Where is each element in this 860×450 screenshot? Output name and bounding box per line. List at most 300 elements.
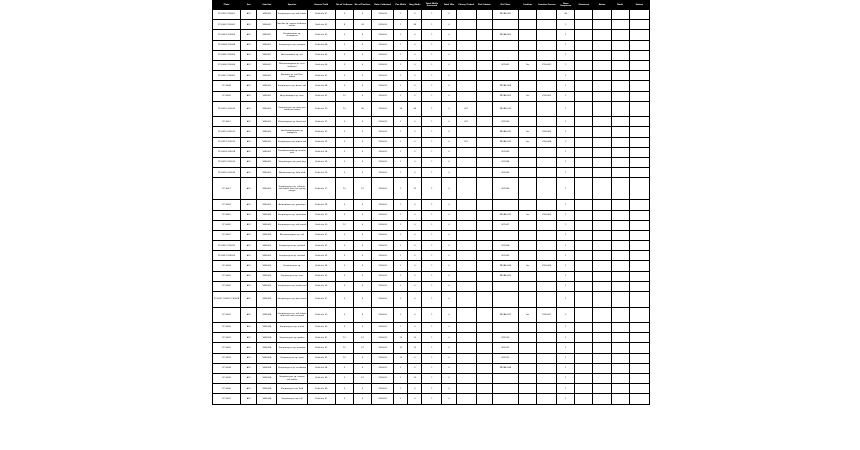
table-cell[interactable]	[537, 373, 557, 383]
table-cell[interactable]: 3	[335, 261, 353, 271]
table-cell[interactable]	[611, 137, 629, 147]
table-cell[interactable]: Streptomyces sp. hill	[277, 394, 307, 404]
table-cell[interactable]	[537, 30, 557, 40]
table-cell[interactable]	[629, 394, 649, 404]
table-cell[interactable]: 2014-03	[372, 81, 394, 91]
column-header[interactable]: Hit Plate	[492, 1, 518, 10]
table-cell[interactable]: PC-0022 C00022	[213, 241, 241, 251]
table-cell[interactable]	[476, 117, 492, 127]
table-cell[interactable]: Streptomyces sp. soil isolate collected near riverbank	[277, 307, 307, 323]
table-cell[interactable]: 1	[422, 281, 442, 291]
table-cell[interactable]: IC50-006	[537, 261, 557, 271]
table-cell[interactable]	[575, 157, 593, 167]
table-cell[interactable]	[537, 157, 557, 167]
table-cell[interactable]: 0	[353, 30, 371, 40]
table-cell[interactable]: PROBE-012	[492, 127, 518, 137]
table-cell[interactable]: Field site 07	[307, 71, 335, 81]
table-cell[interactable]	[537, 353, 557, 363]
table-cell[interactable]: 1	[422, 117, 442, 127]
table-cell[interactable]	[629, 261, 649, 271]
table-cell[interactable]: 1	[422, 127, 442, 137]
table-cell[interactable]: 3	[335, 137, 353, 147]
table-cell[interactable]: 12	[394, 343, 408, 353]
table-cell[interactable]	[593, 200, 611, 210]
table-cell[interactable]: SUB-002	[257, 117, 277, 127]
table-cell[interactable]	[611, 71, 629, 81]
table-cell[interactable]	[629, 101, 649, 117]
table-cell[interactable]: HIT-011	[492, 343, 518, 353]
table-cell[interactable]: 1	[394, 40, 408, 50]
table-cell[interactable]	[611, 157, 629, 167]
table-cell[interactable]: 1	[394, 292, 408, 308]
table-cell[interactable]: 1	[557, 261, 575, 271]
table-cell[interactable]: PC-0023 C00023	[213, 251, 241, 261]
table-cell[interactable]: 1	[557, 127, 575, 137]
table-cell[interactable]: 0	[408, 220, 422, 230]
table-cell[interactable]: Streptomyces sp. river	[277, 271, 307, 281]
table-cell[interactable]: Field site 09	[307, 91, 335, 101]
table-cell[interactable]: SUB-004	[257, 323, 277, 333]
table-cell[interactable]: 2014-03	[372, 20, 394, 30]
table-cell[interactable]	[476, 220, 492, 230]
table-cell[interactable]: Streptomyces sp. coast	[277, 353, 307, 363]
table-cell[interactable]	[456, 20, 476, 30]
table-cell[interactable]	[593, 353, 611, 363]
table-cell[interactable]	[518, 220, 536, 230]
table-cell[interactable]: 0	[408, 168, 422, 178]
table-cell[interactable]: 2014-03	[372, 363, 394, 373]
table-cell[interactable]: 0	[353, 230, 371, 240]
table-cell[interactable]: 0	[408, 117, 422, 127]
table-cell[interactable]: 2014-03	[372, 333, 394, 343]
table-cell[interactable]	[611, 307, 629, 323]
table-cell[interactable]: Streptomyces sp. wetland	[277, 241, 307, 251]
table-cell[interactable]	[575, 373, 593, 383]
table-cell[interactable]: A01	[241, 363, 257, 373]
table-cell[interactable]: 2014-03	[372, 60, 394, 70]
table-cell[interactable]	[575, 60, 593, 70]
table-cell[interactable]: Bacillus sp. marine sediment isolate	[277, 20, 307, 30]
table-cell[interactable]: A01	[241, 137, 257, 147]
table-cell[interactable]: 0	[353, 168, 371, 178]
table-cell[interactable]: PC-0024	[213, 261, 241, 271]
table-cell[interactable]: 2014-03	[372, 271, 394, 281]
table-cell[interactable]: 2014-03	[372, 292, 394, 308]
table-cell[interactable]: 1	[422, 261, 442, 271]
column-header[interactable]: Dose Response	[557, 1, 575, 10]
table-cell[interactable]: 0	[408, 281, 422, 291]
table-cell[interactable]	[476, 343, 492, 353]
column-header[interactable]: Pick Status	[476, 1, 492, 10]
table-cell[interactable]	[456, 343, 476, 353]
table-cell[interactable]	[611, 353, 629, 363]
table-cell[interactable]: PC-0035	[213, 373, 241, 383]
table-cell[interactable]: PROBE-019	[492, 210, 518, 220]
table-cell[interactable]: 0	[353, 60, 371, 70]
table-cell[interactable]: 1	[422, 178, 442, 200]
table-cell[interactable]	[629, 210, 649, 220]
table-cell[interactable]: SUB-004	[257, 343, 277, 353]
table-cell[interactable]	[575, 384, 593, 394]
table-cell[interactable]: PC-0030	[213, 323, 241, 333]
table-cell[interactable]: 0	[353, 137, 371, 147]
table-cell[interactable]: PC-0006 C00006	[213, 60, 241, 70]
table-cell[interactable]: Micromonospora sp. river sediment	[277, 60, 307, 70]
table-cell[interactable]: 1	[394, 71, 408, 81]
table-cell[interactable]: 0	[408, 323, 422, 333]
table-cell[interactable]	[629, 178, 649, 200]
table-cell[interactable]	[476, 373, 492, 383]
table-cell[interactable]: 2014-03	[372, 307, 394, 323]
table-cell[interactable]: A01	[241, 353, 257, 363]
table-cell[interactable]: SUB-001	[257, 50, 277, 60]
table-cell[interactable]: 0	[353, 157, 371, 167]
table-cell[interactable]	[575, 117, 593, 127]
table-cell[interactable]: 1	[557, 363, 575, 373]
table-cell[interactable]	[629, 20, 649, 30]
table-cell[interactable]	[537, 117, 557, 127]
table-cell[interactable]	[575, 343, 593, 353]
table-cell[interactable]: 0	[442, 251, 456, 261]
table-cell[interactable]: Field site 02	[307, 20, 335, 30]
table-cell[interactable]: Field site 12	[307, 127, 335, 137]
table-cell[interactable]	[537, 178, 557, 200]
table-cell[interactable]: Field site 15	[307, 157, 335, 167]
table-cell[interactable]: Streptomyces sp. desert soil	[277, 81, 307, 91]
table-cell[interactable]	[629, 384, 649, 394]
table-cell[interactable]	[518, 178, 536, 200]
table-cell[interactable]: 1	[394, 373, 408, 383]
table-cell[interactable]	[518, 20, 536, 30]
table-cell[interactable]: Field site 11	[307, 117, 335, 127]
table-cell[interactable]	[456, 333, 476, 343]
table-cell[interactable]	[593, 307, 611, 323]
table-cell[interactable]	[611, 91, 629, 101]
table-cell[interactable]: 1	[394, 127, 408, 137]
table-cell[interactable]: Yes	[518, 210, 536, 220]
table-cell[interactable]: PROBE-034	[492, 363, 518, 373]
column-header[interactable]: No of Cultures	[335, 1, 353, 10]
table-cell[interactable]: 12	[353, 333, 371, 343]
table-cell[interactable]: Streptomyces sp. marsh	[277, 323, 307, 333]
table-cell[interactable]	[476, 50, 492, 60]
column-header[interactable]: Notes	[593, 1, 611, 10]
table-cell[interactable]	[593, 384, 611, 394]
table-cell[interactable]: Field site 25	[307, 271, 335, 281]
table-cell[interactable]	[575, 241, 593, 251]
table-cell[interactable]	[476, 168, 492, 178]
table-cell[interactable]: 3	[335, 210, 353, 220]
table-cell[interactable]	[537, 292, 557, 308]
table-cell[interactable]: 3	[335, 147, 353, 157]
table-cell[interactable]	[492, 323, 518, 333]
table-cell[interactable]: 2014-03	[372, 168, 394, 178]
table-cell[interactable]	[518, 241, 536, 251]
table-cell[interactable]: 1	[394, 220, 408, 230]
column-header[interactable]: Cherry Picked	[456, 1, 476, 10]
table-cell[interactable]: 0	[408, 384, 422, 394]
table-cell[interactable]: SUB-004	[257, 373, 277, 383]
table-cell[interactable]	[575, 50, 593, 60]
table-cell[interactable]	[611, 292, 629, 308]
table-cell[interactable]	[476, 241, 492, 251]
table-cell[interactable]	[518, 373, 536, 383]
table-cell[interactable]	[537, 50, 557, 60]
table-cell[interactable]: 1	[422, 333, 442, 343]
table-cell[interactable]	[593, 210, 611, 220]
table-cell[interactable]	[476, 30, 492, 40]
table-cell[interactable]	[456, 127, 476, 137]
table-cell[interactable]	[611, 333, 629, 343]
table-cell[interactable]	[476, 353, 492, 363]
table-cell[interactable]: 1	[422, 20, 442, 30]
table-cell[interactable]: 0	[353, 353, 371, 363]
table-cell[interactable]: 1	[422, 147, 442, 157]
table-cell[interactable]	[537, 101, 557, 117]
table-cell[interactable]: 0	[353, 271, 371, 281]
table-cell[interactable]	[593, 127, 611, 137]
table-cell[interactable]	[611, 168, 629, 178]
table-cell[interactable]	[629, 333, 649, 343]
table-cell[interactable]: PC-0002 C00002	[213, 20, 241, 30]
table-cell[interactable]: 0	[353, 384, 371, 394]
table-cell[interactable]	[456, 50, 476, 60]
table-cell[interactable]: SUB-003	[257, 230, 277, 240]
table-cell[interactable]: A01	[241, 71, 257, 81]
table-cell[interactable]: 12	[335, 343, 353, 353]
table-cell[interactable]: Streptomyces sp. orchard	[277, 251, 307, 261]
table-cell[interactable]: Field site 05	[307, 50, 335, 60]
table-cell[interactable]: 16	[394, 101, 408, 117]
table-cell[interactable]: 0	[442, 30, 456, 40]
table-cell[interactable]: A01	[241, 230, 257, 240]
table-cell[interactable]: HIT	[456, 137, 476, 147]
table-cell[interactable]	[518, 147, 536, 157]
table-cell[interactable]: 3	[335, 127, 353, 137]
table-cell[interactable]: 0	[408, 71, 422, 81]
table-cell[interactable]: 1	[557, 40, 575, 50]
table-cell[interactable]: Field site 01	[307, 10, 335, 20]
table-cell[interactable]: 0	[408, 271, 422, 281]
table-cell[interactable]	[629, 10, 649, 20]
table-cell[interactable]	[611, 117, 629, 127]
table-cell[interactable]: A01	[241, 60, 257, 70]
table-cell[interactable]	[476, 384, 492, 394]
table-cell[interactable]: 1	[394, 147, 408, 157]
table-cell[interactable]: 0	[408, 353, 422, 363]
table-cell[interactable]: 12	[335, 333, 353, 343]
table-cell[interactable]: 0	[442, 353, 456, 363]
table-cell[interactable]	[575, 20, 593, 30]
table-cell[interactable]: A01	[241, 117, 257, 127]
table-cell[interactable]: 3	[335, 363, 353, 373]
table-cell[interactable]: 0	[442, 292, 456, 308]
table-cell[interactable]	[593, 230, 611, 240]
column-header[interactable]: Structure	[575, 1, 593, 10]
table-cell[interactable]	[518, 10, 536, 20]
table-cell[interactable]: 12	[353, 178, 371, 200]
table-cell[interactable]: 1	[422, 10, 442, 20]
table-cell[interactable]: 1	[557, 333, 575, 343]
table-cell[interactable]	[537, 147, 557, 157]
table-cell[interactable]	[593, 178, 611, 200]
table-cell[interactable]: 3	[335, 394, 353, 404]
table-cell[interactable]	[611, 147, 629, 157]
table-cell[interactable]	[476, 200, 492, 210]
table-cell[interactable]: 1	[557, 168, 575, 178]
table-cell[interactable]: Actinoplanes sp. grassland	[277, 200, 307, 210]
table-cell[interactable]: Field site 10	[307, 101, 335, 117]
table-cell[interactable]: PC-0005 C00005	[213, 50, 241, 60]
table-cell[interactable]: IC50-007	[537, 307, 557, 323]
table-cell[interactable]	[518, 333, 536, 343]
table-cell[interactable]	[629, 241, 649, 251]
table-cell[interactable]	[537, 220, 557, 230]
table-cell[interactable]: Streptomyces sp. meadow	[277, 343, 307, 353]
table-cell[interactable]: PC-0012 C00012	[213, 127, 241, 137]
table-cell[interactable]: PC-0036	[213, 384, 241, 394]
table-cell[interactable]	[629, 30, 649, 40]
table-cell[interactable]: 2014-03	[372, 91, 394, 101]
table-cell[interactable]: 12	[335, 353, 353, 363]
table-cell[interactable]	[518, 30, 536, 40]
table-cell[interactable]: PC-0034	[213, 363, 241, 373]
table-cell[interactable]: 0	[408, 81, 422, 91]
table-cell[interactable]: PROBE-001	[492, 10, 518, 20]
table-cell[interactable]	[593, 10, 611, 20]
table-cell[interactable]	[575, 127, 593, 137]
table-cell[interactable]	[593, 50, 611, 60]
column-header[interactable]: Sub-Set	[257, 1, 277, 10]
table-cell[interactable]	[456, 81, 476, 91]
table-cell[interactable]: 0	[408, 40, 422, 50]
column-header[interactable]: Source Field	[307, 1, 335, 10]
table-cell[interactable]: HIT	[456, 101, 476, 117]
table-cell[interactable]: Field site 24	[307, 261, 335, 271]
table-cell[interactable]	[575, 101, 593, 117]
table-cell[interactable]	[537, 343, 557, 353]
table-cell[interactable]: 1	[557, 147, 575, 157]
table-cell[interactable]: Pseudomonas sp. rhizosphere	[277, 30, 307, 40]
table-cell[interactable]: 2014-03	[372, 394, 394, 404]
table-cell[interactable]	[629, 157, 649, 167]
table-cell[interactable]: 0	[442, 230, 456, 240]
table-cell[interactable]: 0	[353, 147, 371, 157]
table-cell[interactable]	[476, 147, 492, 157]
table-cell[interactable]: 2014-03	[372, 147, 394, 157]
table-cell[interactable]	[476, 91, 492, 101]
table-cell[interactable]	[575, 307, 593, 323]
table-cell[interactable]: 1	[557, 281, 575, 291]
table-cell[interactable]: SUB-002	[257, 178, 277, 200]
table-cell[interactable]: 2	[557, 307, 575, 323]
table-cell[interactable]	[575, 323, 593, 333]
table-cell[interactable]: 1	[557, 50, 575, 60]
table-cell[interactable]: 45	[557, 10, 575, 20]
table-cell[interactable]: 2014-03	[372, 30, 394, 40]
table-cell[interactable]: Streptomyces sp. alpine soil	[277, 137, 307, 147]
table-cell[interactable]: 3	[335, 50, 353, 60]
table-cell[interactable]: A01	[241, 220, 257, 230]
table-cell[interactable]	[456, 251, 476, 261]
table-cell[interactable]: 1	[422, 323, 442, 333]
table-cell[interactable]: Field site 14	[307, 147, 335, 157]
table-cell[interactable]	[575, 292, 593, 308]
table-cell[interactable]: Field site 30	[307, 323, 335, 333]
table-cell[interactable]	[593, 363, 611, 373]
table-cell[interactable]: 0	[408, 91, 422, 101]
table-cell[interactable]	[537, 230, 557, 240]
table-cell[interactable]: 3	[335, 30, 353, 40]
table-cell[interactable]: 0	[408, 127, 422, 137]
table-cell[interactable]: HIT-009	[492, 251, 518, 261]
table-cell[interactable]	[476, 137, 492, 147]
table-cell[interactable]	[593, 281, 611, 291]
table-cell[interactable]: 0	[442, 50, 456, 60]
table-cell[interactable]	[456, 10, 476, 20]
table-cell[interactable]: 0	[353, 10, 371, 20]
table-cell[interactable]: 0	[442, 210, 456, 220]
table-cell[interactable]	[537, 241, 557, 251]
table-cell[interactable]	[456, 384, 476, 394]
table-cell[interactable]: 1	[557, 30, 575, 40]
table-cell[interactable]: A01	[241, 178, 257, 200]
table-cell[interactable]: Field site 37	[307, 394, 335, 404]
table-cell[interactable]	[492, 292, 518, 308]
table-cell[interactable]: Streptomyces sp. tundra soil	[277, 281, 307, 291]
table-cell[interactable]	[476, 292, 492, 308]
table-cell[interactable]	[456, 281, 476, 291]
table-cell[interactable]: 3	[335, 323, 353, 333]
table-cell[interactable]: HIT	[456, 117, 476, 127]
table-cell[interactable]	[537, 333, 557, 343]
table-cell[interactable]: 0	[408, 251, 422, 261]
table-cell[interactable]: 0	[442, 261, 456, 271]
table-cell[interactable]: 1	[394, 200, 408, 210]
table-cell[interactable]: SUB-004	[257, 384, 277, 394]
table-cell[interactable]: Field site 22	[307, 241, 335, 251]
table-cell[interactable]: Pseudonocardia sp. termite nest	[277, 147, 307, 157]
table-cell[interactable]	[629, 91, 649, 101]
table-cell[interactable]	[611, 50, 629, 60]
table-cell[interactable]: 0	[408, 241, 422, 251]
table-cell[interactable]	[593, 241, 611, 251]
table-cell[interactable]: SUB-003	[257, 271, 277, 281]
table-cell[interactable]: 0	[442, 363, 456, 373]
table-cell[interactable]: 0	[408, 394, 422, 404]
table-cell[interactable]: 1	[394, 394, 408, 404]
table-cell[interactable]: 1	[557, 200, 575, 210]
table-cell[interactable]: HIT-001	[492, 60, 518, 70]
table-cell[interactable]: A01	[241, 307, 257, 323]
table-cell[interactable]: SUB-003	[257, 251, 277, 261]
table-cell[interactable]: 0	[442, 220, 456, 230]
table-cell[interactable]	[593, 147, 611, 157]
table-cell[interactable]: PC-0009	[213, 91, 241, 101]
table-cell[interactable]	[575, 178, 593, 200]
table-cell[interactable]: 0	[353, 81, 371, 91]
table-cell[interactable]: 0	[442, 101, 456, 117]
table-cell[interactable]: A01	[241, 127, 257, 137]
table-cell[interactable]	[629, 50, 649, 60]
table-cell[interactable]: A01	[241, 10, 257, 20]
table-cell[interactable]	[593, 168, 611, 178]
table-cell[interactable]: 0	[353, 281, 371, 291]
table-cell[interactable]	[492, 50, 518, 60]
table-cell[interactable]: 2	[557, 137, 575, 147]
table-cell[interactable]: 1	[422, 394, 442, 404]
table-cell[interactable]: 0	[442, 307, 456, 323]
